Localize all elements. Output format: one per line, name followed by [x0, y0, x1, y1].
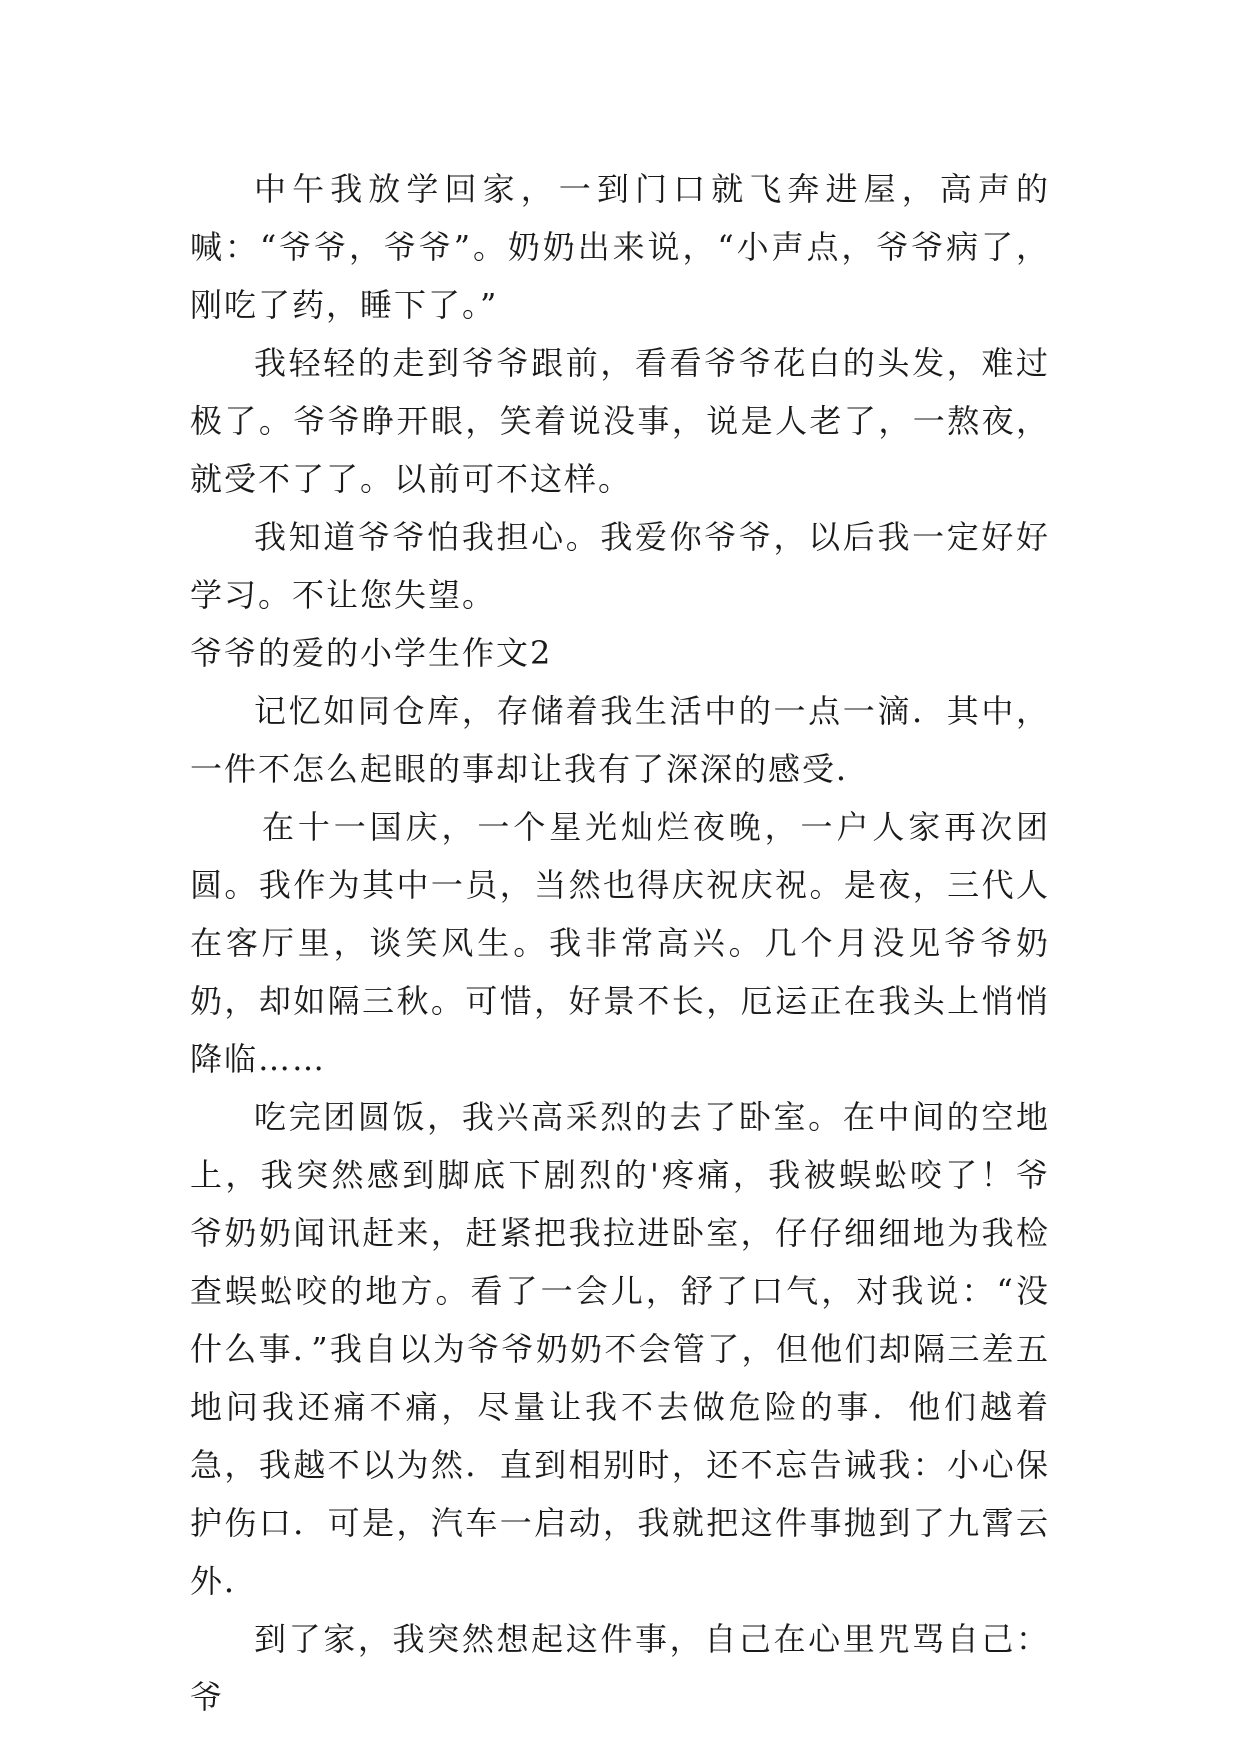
document-body [190, 160, 1050, 1726]
paragraph-7: 到了家，我突然想起这件事，自己在心里咒骂自己：爷 [190, 1620, 1050, 1716]
paragraph-2: 我轻轻的走到爷爷跟前，看看爷爷花白的头发，难过极了。爷爷睁开眼，笑着说没事，说是人老了，一熬夜，就受不了了。以前可不这样。 [190, 344, 1050, 498]
paragraph-5: 在十一国庆，一个星光灿烂夜晚，一户人家再次团圆。我作为其中一员，当然也得庆祝庆祝。是夜，三代人在客厅里，谈笑风生。我非常高兴。几个月没见爷爷奶奶，却如隔三秋。可惜，好景不长，厄运正在我头上悄悄降临…… [190, 808, 1050, 1078]
paragraph-6: 吃完团圆饭，我兴高采烈的去了卧室。在中间的空地上，我突然感到脚底下剧烈的'疼痛，我被蜈蚣咬了！爷爷奶奶闻讯赶来，赶紧把我拉进卧室，仔仔细细地为我检查蜈蚣咬的地方。看了一会儿，舒了口气，对我说：“没什么事．”我自以为爷爷奶奶不会管了，但他们却隔三差五地问我还痛不痛，尽量让我不去做危险的事．他们越着急，我越不以为然．直到相别时，还不忘告诫我：小心保护伤口．可是，汽车一启动，我就把这件事抛到了九霄云外． [190, 1098, 1050, 1600]
paragraph-4: 记忆如同仓库，存储着我生活中的一点一滴．其中，一件不怎么起眼的事却让我有了深深的感受． [190, 692, 1050, 788]
section-heading: 爷爷的爱的小学生作文2 [190, 634, 553, 672]
paragraph-1: 中午我放学回家，一到门口就飞奔进屋，高声的喊：“爷爷，爷爷”。奶奶出来说，“小声点，爷爷病了，刚吃了药，睡下了。” [190, 170, 1050, 324]
paragraph-3: 我知道爷爷怕我担心。我爱你爷爷，以后我一定好好学习。不让您失望。 [190, 518, 1050, 614]
